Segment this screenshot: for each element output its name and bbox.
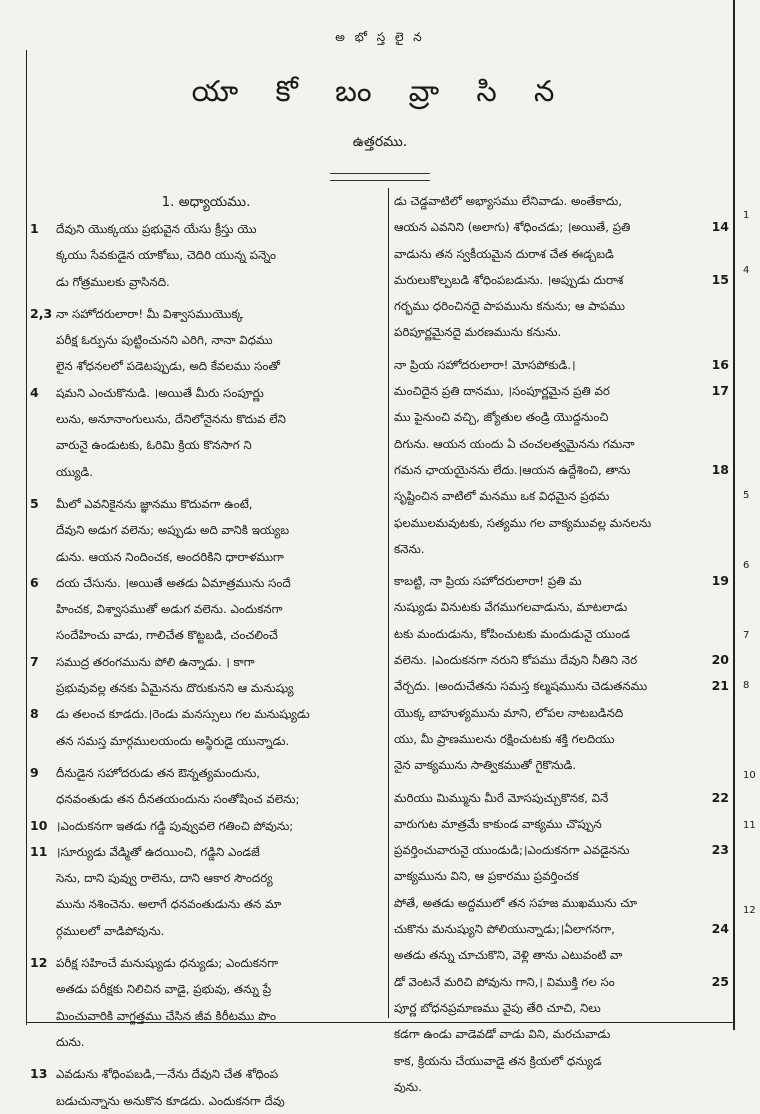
verse-number: 2,3 — [30, 305, 53, 321]
text-line — [30, 596, 382, 622]
line-text: వారునై ఉండుటకు, ఓరిమి క్రియ కొనసాగ ని — [56, 438, 252, 453]
text-line — [394, 811, 729, 837]
line-text: టకు మందుడును, కోపించుటకు మందుడునై యుండ — [394, 626, 630, 641]
line-text: తన సమస్త మార్గములయందు అస్థిరుడై యున్నాడు. — [56, 733, 290, 748]
line-text: వును. — [394, 1079, 422, 1094]
text-line — [30, 570, 382, 596]
line-text: యు, మీ ప్రాణములను రక్షించుటకు శక్తి గలదియు — [394, 731, 615, 746]
line-text: పరీక్ష సహించే మనుష్యుడు ధన్యుడు; ఎందుకనగా — [56, 956, 279, 971]
text-line — [394, 352, 729, 378]
text-line — [394, 942, 729, 968]
line-text: క్కయు సేవకుడైన యాకోబు, చెదిరి యున్న పన్నెం — [56, 248, 276, 263]
text-line — [30, 891, 382, 917]
line-text: నుష్యుడు వినుటకు వేగముగలవాడును, మాటలాడు — [394, 600, 628, 615]
line-text: షమని ఎంచుకొనుడి. ।అయితే మీరు సంపూర్ణు — [56, 385, 264, 400]
verse-number: 20 — [710, 647, 729, 673]
margin-verse-number: 12 — [743, 905, 756, 916]
text-line — [394, 319, 729, 345]
line-text: గమన ఛాయయైనను లేదు.।ఆయన ఉద్దేశించి, తాను — [394, 462, 631, 477]
text-line — [394, 995, 729, 1021]
line-text: పరీక్ష ఓర్పును పుట్టించునని ఎరిగి, నానా విధము — [56, 333, 273, 348]
text-line — [394, 785, 729, 811]
text-line — [30, 269, 382, 295]
text-line — [30, 301, 382, 327]
line-text: లైన శోధనలలో పడెటప్పుడు, అది కేవలము సంతో — [56, 359, 280, 374]
line-text: లును, అనూనాంగులును, దేనిలోనైనను కొదువ లేని — [56, 412, 286, 427]
line-text: పోతే, అతడు అద్దములో తన సహజ ముఖమును చూ — [394, 895, 638, 910]
text-line — [394, 568, 729, 594]
text-line — [30, 517, 382, 543]
right-column-lines — [394, 188, 729, 1100]
text-line — [30, 1088, 382, 1114]
text-line — [30, 459, 382, 485]
verse-number: 22 — [710, 785, 729, 811]
line-text: ధనవంతుడు తన దీనతయందును సంతోషించ వలెను; — [56, 792, 300, 807]
line-text: మరియు మిమ్మును మీరే మోసపుచ్చుకొనక, వినే — [394, 790, 609, 805]
text-line — [30, 544, 382, 570]
verse-number: 5 — [30, 495, 39, 511]
text-line — [30, 976, 382, 1002]
verse-number: 6 — [30, 574, 39, 590]
text-line — [394, 188, 729, 214]
verse-number: 21 — [710, 673, 729, 699]
verse-number: 24 — [710, 916, 729, 942]
text-line — [394, 969, 729, 995]
margin-verse-number: 8 — [743, 680, 750, 691]
text-line — [394, 1074, 729, 1100]
text-line — [394, 594, 729, 620]
verse-number: 18 — [710, 457, 729, 483]
line-text: కాబట్టి, నా ప్రియ సహోదరులారా! ప్రతి మ — [394, 574, 582, 589]
line-text: ఎవడును శోధింపబడి,—నేను దేవుని చేత శోధింప — [56, 1067, 279, 1082]
text-line — [30, 216, 382, 242]
text-line — [30, 760, 382, 786]
text-line — [394, 378, 729, 404]
margin-verse-number: 7 — [743, 630, 750, 641]
verse-number: 1 — [30, 221, 39, 236]
line-text: ।సూర్యుడు వేడ్మితో ఉదయించి, గడ్డిని ఎండజే — [56, 844, 260, 859]
text-line — [394, 621, 729, 647]
text-line — [30, 491, 382, 517]
verse-number: 13 — [30, 1066, 48, 1082]
line-text: పరిపూర్ణమైనదై మరణమును కనును. — [394, 325, 562, 340]
line-text: వాడును తన స్వకీయమైన దురాశ చేత ఈడ్చబడి — [394, 246, 614, 261]
verse-number: 7 — [30, 653, 39, 669]
line-text: కడగా ఉండు వాడెవడో వాడు విని, మరచువాడు — [394, 1027, 611, 1042]
text-line — [394, 916, 729, 942]
verse-number: 16 — [710, 352, 729, 378]
verse-number: 10 — [30, 817, 48, 833]
line-text: డు గోత్రములకు వ్రాసినది. — [56, 274, 170, 289]
line-text: సముద్ర తరంగమును పోలి ఉన్నాడు. । కాగా — [56, 654, 255, 669]
text-line — [30, 406, 382, 432]
running-header: అ భో స్త లై న — [335, 30, 425, 44]
verse-number: 23 — [710, 837, 729, 863]
line-text: మంచిదైన ప్రతి దానము, ।సంపూర్ణమైన ప్రతి వర — [394, 384, 610, 399]
margin-verse-number: 1 — [743, 210, 750, 221]
text-line — [394, 293, 729, 319]
line-text: యొక్క బాహుళ్యమును మాని, లోపల నాటబడినది — [394, 705, 624, 720]
line-text: మించువారికి వాగ్దత్తము చేసిన జీవ కిరీటము పొం — [56, 1008, 276, 1023]
line-text: మును నశించెను. అలాగే ధనవంతుడును తన మా — [56, 897, 282, 912]
chapter-heading: 1. అధ్యాయము. — [161, 194, 251, 210]
text-line — [394, 267, 729, 293]
text-line — [30, 242, 382, 268]
text-line — [394, 457, 729, 483]
line-text: మరులుకొల్పబడి శోధింపబడును. ।అప్పుడు దురాశ — [394, 272, 624, 287]
text-line — [394, 647, 729, 673]
line-text: దేవుని యొక్కయు ప్రభువైన యేసు క్రీస్తు యొ — [56, 222, 257, 236]
text-line — [394, 483, 729, 509]
margin-verse-number: 10 — [743, 770, 756, 781]
line-text: పూర్ణ బోధనప్రమాణము వైపు తేరి చూచి, నిలు — [394, 1000, 601, 1015]
text-line — [30, 622, 382, 648]
line-text: ఫలములమవుటకు, సత్యము గల వాక్యమువల్ల మనలను — [394, 515, 652, 530]
margin-verse-number: 5 — [743, 490, 750, 501]
line-text: దయ చేసును. ।అయితే అతడు ఏమాత్రమును సందే — [56, 575, 291, 590]
verse-number: 12 — [30, 955, 48, 971]
page-subtitle: ఉత్తరము. — [352, 134, 408, 150]
line-text: గర్భము ధరించినదై పాపమును కనును; ఆ పాపము — [394, 299, 625, 314]
line-text: నా ప్రియ సహోదరులారా! మోసపోకుడి.। — [394, 357, 576, 372]
line-text: దేవుని అడుగ వలెను; అప్పుడు అది వానికి ఇయ్యబ — [56, 523, 290, 538]
line-text: కనెను. — [394, 541, 425, 556]
line-text: కాక, క్రియను చేయువాడై తన క్రియలో ధన్యుడ — [394, 1053, 602, 1068]
right-border-rule — [733, 0, 735, 1030]
text-line — [394, 214, 729, 240]
line-text: నైన వాక్యమును సాత్వికముతో గైకొనుడి. — [394, 758, 577, 773]
text-line — [394, 510, 729, 536]
column-divider-rule — [388, 188, 389, 1018]
verse-number: 4 — [30, 384, 39, 400]
text-line — [394, 404, 729, 430]
page-title: యా కో బం వ్రా సి న — [191, 74, 569, 108]
text-line — [30, 728, 382, 754]
text-line — [394, 431, 729, 457]
text-line — [30, 380, 382, 406]
text-line — [30, 1029, 382, 1055]
margin-verse-number: 4 — [743, 265, 750, 276]
text-line — [30, 1003, 382, 1029]
line-text: దిగును. ఆయన యందు ఏ చంచలత్వమైనను గమనా — [394, 436, 635, 451]
line-text: నా సహోదరులారా! మీ విశ్వాసముయొక్క — [56, 306, 244, 321]
text-line — [30, 786, 382, 812]
text-line — [30, 353, 382, 379]
line-text: వారుగుట మాత్రమే కాకుండ వాక్యము చొప్పున — [394, 816, 602, 831]
margin-verse-number: 6 — [743, 560, 750, 571]
line-text: సందేహించు వాడు, గాలిచేత కొట్టబడి, చంచలించే — [56, 628, 278, 643]
text-line — [394, 536, 729, 562]
line-text: ప్రవర్తించువారునై యుండుడి;।ఎందుకనగా ఎవడైనను — [394, 843, 630, 858]
text-line — [394, 1021, 729, 1047]
verse-number: 19 — [710, 568, 729, 594]
line-text: సృష్టించిన వాటిలో మనము ఒక విధమైన ప్రథమ — [394, 489, 610, 504]
verse-number: 9 — [30, 764, 39, 780]
text-line — [30, 865, 382, 891]
line-text: వేర్చదు. ।అందుచేతను సమస్త కల్మషమును చెడుతనము — [394, 679, 648, 694]
text-line — [30, 432, 382, 458]
verse-number: 8 — [30, 706, 39, 722]
verse-number: 14 — [710, 214, 729, 240]
text-line — [394, 752, 729, 778]
right-column — [394, 188, 729, 1100]
left-column-lines — [30, 216, 382, 1114]
line-text: ప్రభువువల్ల తనకు ఏమైనను దొరుకునని ఆ మనుష్యు — [56, 681, 294, 696]
text-line — [30, 675, 382, 701]
line-text: వాక్యమును విని, ఆ ప్రకారము ప్రవర్తించక — [394, 869, 579, 884]
line-text: డో వెంటనే మరిచి పోవును గాని,। విముక్తి గల సం — [394, 974, 615, 989]
line-text: దీనుడైన సహోదరుడు తన ఔన్నత్యమందును, — [56, 765, 261, 780]
line-text: హించక, విశ్వాసముతో అడుగ వలెను. ఎందుకనగా — [56, 602, 283, 617]
verse-number: 25 — [710, 969, 729, 995]
verse-number: 15 — [710, 267, 729, 293]
line-text: ము పైనుంచి వచ్చి, జ్యోతుల తండ్రి యొద్దనుంచి — [394, 410, 609, 425]
left-column — [30, 188, 382, 1114]
line-text: అతడు తన్ను చూచుకొని, వెళ్లి తాను ఎటువంటి వా — [394, 948, 623, 963]
text-line — [30, 813, 382, 839]
text-line — [394, 726, 729, 752]
text-line — [30, 1061, 382, 1087]
line-text: డు చెడ్డవాటిలో అభ్యాసము లేనివాడు. అంతేకాదు, — [394, 194, 623, 208]
line-text: బడుచున్నాను అనుకొన కూడదు. ఎందుకనగా దేవు — [56, 1093, 285, 1108]
right-margin-strip — [739, 0, 760, 1050]
text-line — [30, 918, 382, 944]
line-text: చుకొను మనుష్యుని పోలియున్నాడు;।ఏలాగనగా, — [394, 922, 615, 937]
margin-verse-number: 11 — [743, 820, 756, 831]
text-line — [394, 837, 729, 863]
text-line — [394, 700, 729, 726]
line-text: ।ఎందుకనగా ఇతడు గడ్డి పువ్వువలె గతించి పోవును; — [56, 818, 294, 833]
text-line — [394, 241, 729, 267]
text-line — [394, 673, 729, 699]
text-line — [394, 863, 729, 889]
verse-number: 17 — [710, 378, 729, 404]
line-text: ఆయన ఎవనిని (అలాగు) శోధించడు; ।అయితే, ప్రతి — [394, 220, 631, 235]
line-text: దును. — [56, 1034, 85, 1049]
line-text: మీలో ఎవనికైనను జ్ఞానము కొదువగా ఉంటే, — [56, 496, 253, 511]
left-border-rule — [26, 50, 27, 1025]
text-line — [30, 327, 382, 353]
verse-number: 11 — [30, 843, 48, 859]
line-text: అతడు పరీక్షకు నిలిచిన వాడై, ప్రభువు, తన్ను ప్రే — [56, 982, 272, 997]
text-line — [30, 649, 382, 675]
line-text: డును. ఆయన నిందించక, అందరికిని ధారాళముగా — [56, 549, 284, 564]
text-line — [30, 950, 382, 976]
text-line — [394, 1048, 729, 1074]
text-line — [30, 839, 382, 865]
line-text: య్యుడి. — [56, 464, 94, 479]
line-text: సెను, దాని పువ్వు రాలెను, దాని ఆకార సౌందర్య — [56, 871, 273, 886]
line-text: ర్గములలో వాడిపోవును. — [56, 923, 165, 938]
title-ornament — [330, 173, 430, 181]
line-text: డు తలంచ కూడదు.।రెండు మనస్సులు గల మనుష్యుడు — [56, 707, 310, 722]
line-text: వలెను. ।ఎందుకనగా నరుని కోపము దేవుని నీతిని నెర — [394, 653, 638, 668]
text-line — [394, 890, 729, 916]
text-line — [30, 701, 382, 727]
